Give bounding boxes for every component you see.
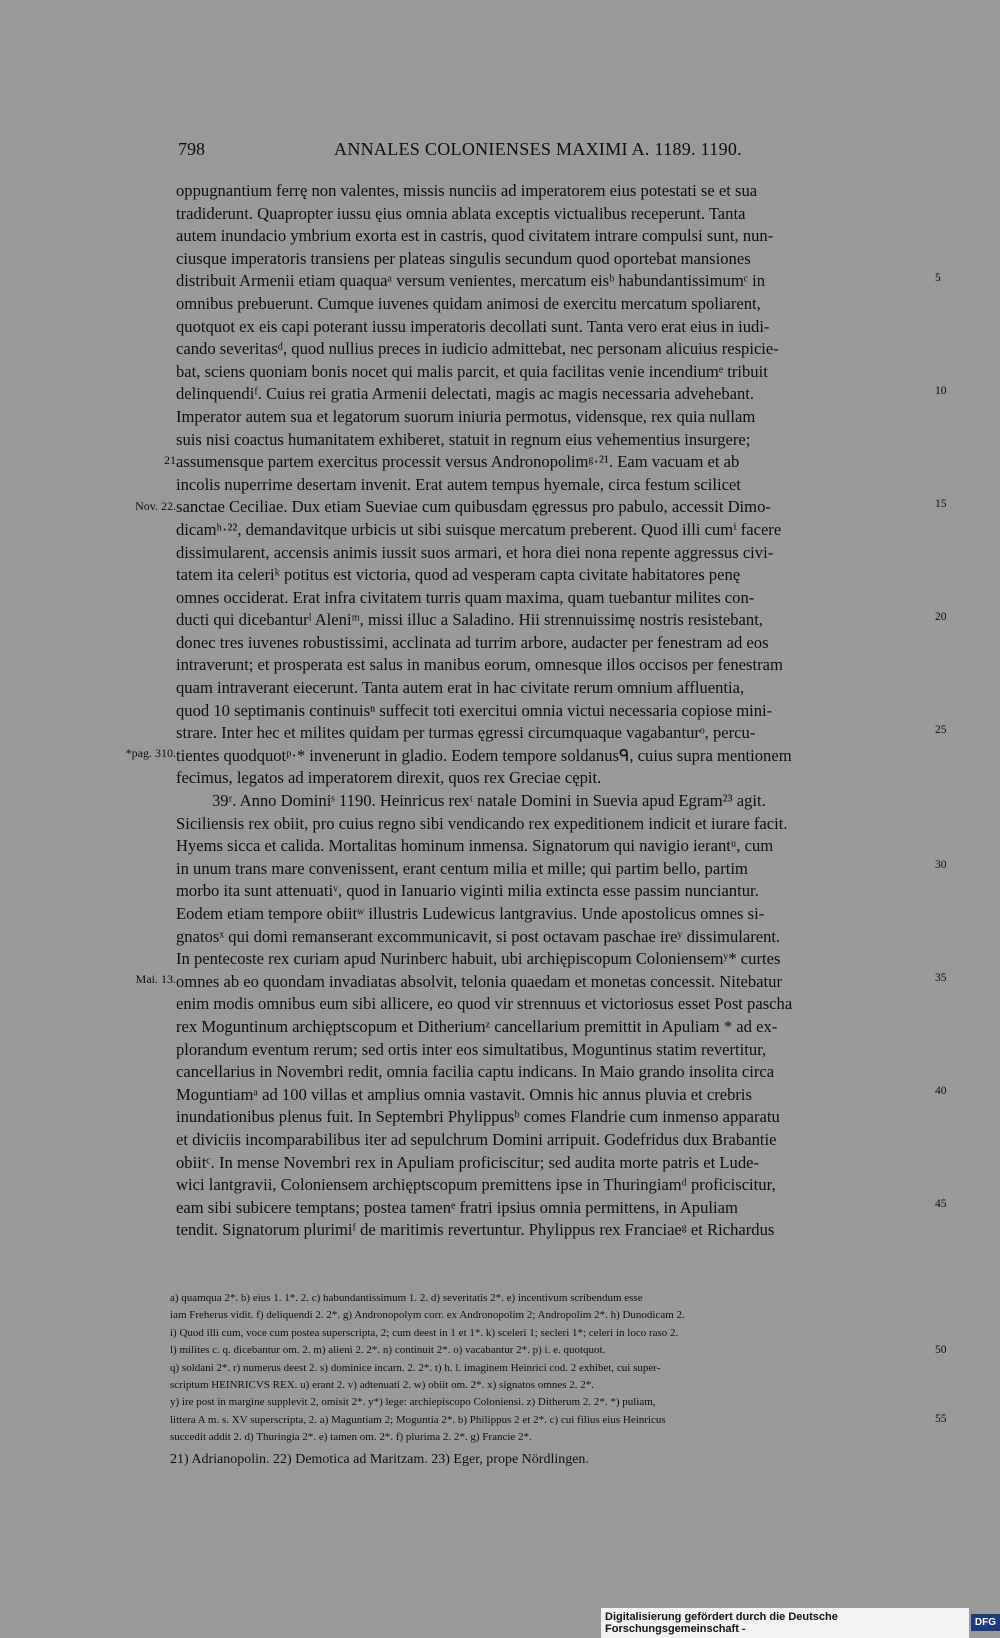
text-line: rex Moguntinum archięptscopum et Ditheriumᶻ cancellarium premittit in Apuliam * ad ex- xyxy=(176,1016,778,1036)
text-line: et diviciis incomparabilibus iter ad sepulchrum Domini arripuit. Godefridus dux Brabantie xyxy=(176,1129,777,1149)
line-number: 20 xyxy=(935,611,947,623)
text-line: strare. Inter hec et milites quidam per turmas ęgressi circumquaque vagabanturᵒ, percu- xyxy=(176,723,756,743)
text-line: eam sibi subicere temptans; postea tamenᵉ fratri ipsius omnia permittens, in Apuliam xyxy=(176,1197,738,1217)
text-line: dicamʰ·²², demandavitque urbicis ut sibi suisque mercatum preberent. Quod illi cumⁱ facere xyxy=(176,519,782,539)
footnotes xyxy=(170,1290,927,1447)
text-line: intraverunt; et prosperata est salus in manibus eorum, omnesque illos occisos per fenestram xyxy=(176,655,783,675)
margin-note: *pag. 310. xyxy=(125,746,176,760)
text-line: tatem ita celeriᵏ potitus est victoria, quod ad vesperam capta civitate habitatores penę xyxy=(176,565,741,585)
main-text xyxy=(176,180,928,1242)
text-line: ciusque imperatoris transiens per plateas singulis secundum quod oportebat mansiones xyxy=(176,248,751,268)
text-line: gnatosˣ qui domi remanserant excommunicavit, si post octavam paschae ireʸ dissimularent. xyxy=(176,926,781,946)
text-line: omnes occiderat. Erat infra civitatem turris quam maxima, quam tuebantur milites con- xyxy=(176,587,755,607)
footnote-line: l) milites c. q. dicebantur om. 2. m) alieni 2. 2*. n) continuit 2*. o) vacabantur 2*. p) i. e. quotquot. xyxy=(170,1344,606,1357)
footnote-line-number: 50 xyxy=(935,1344,947,1356)
line-number: 25 xyxy=(935,724,947,736)
running-header xyxy=(178,139,898,163)
text-line: Imperator autem sua et legatorum suorum iniuria permotus, vidensque, rex quia nullam xyxy=(176,406,756,426)
footnote-line: i) Quod illi cum, voce cum postea superscripta, 2; cum deest in 1 et 1*. k) sceleri 1; secleri 1*; celeri in loco raso 2. xyxy=(170,1326,679,1339)
margin-note: Nov. 22. xyxy=(135,499,176,513)
margin-note: 21 xyxy=(164,453,176,467)
text-line: sanctae Ceciliae. Dux etiam Sueviae cum quibusdam ęgressus pro pabulo, accessit Dimo- xyxy=(176,497,771,517)
text-line: tendit. Signatorum plurimiᶠ de maritimis revertuntur. Phylippus rex Franciaeᵍ et Richardus xyxy=(176,1220,775,1240)
footnote-line: q) soldani 2*. r) numerus deest 2. s) dominice incarn. 2. 2*. t) h. l. imaginem Heinrici cod. 2 exhibet, cui super- xyxy=(170,1361,661,1374)
text-line: inundationibus plenus fuit. In Septembri Phylippusᵇ comes Flandrie cum inmenso apparatu xyxy=(176,1107,780,1127)
text-line: suis nisi coactus humanitatem exhiberet, statuit in regnum eius vehementius insurgere; xyxy=(176,429,751,449)
text-line: Eodem etiam tempore obiitʷ illustris Ludewicus lantgravius. Unde apostolicus omnes si- xyxy=(176,904,765,923)
line-number: 35 xyxy=(935,972,947,984)
text-line: omnibus prebuerunt. Cumque iuvenes quidam animosi de exercitu mercatum spoliarent, xyxy=(176,293,761,313)
text-line: 39ʳ. Anno Dominiˢ 1190. Heinricus rexᵗ natale Domini in Suevia apud Egram²³ agit. xyxy=(212,791,766,811)
footnote-line-number: 55 xyxy=(935,1413,947,1425)
text-line: tradiderunt. Quapropter iussu ęius omnia ablata exceptis victualibus receperunt. Tanta xyxy=(176,203,746,223)
text-line: Siciliensis rex obiit, pro cuius regno sibi vendicando rex expeditionem indicit et iurare facit. xyxy=(176,813,788,833)
text-line: wici lantgravii, Coloniensem archięptscopum premittens ipse in Thuringiamᵈ proficiscitur, xyxy=(176,1175,776,1195)
funding-banner[interactable] xyxy=(601,1612,1000,1633)
dfg-logo: DFG xyxy=(971,1614,1000,1631)
footnote-line: y) ire post in margine supplevit 2, omisit 2*. y*) lege: archiepiscopo Coloniensi. z) Ditherum 2. 2*. *) puliam, xyxy=(170,1396,656,1409)
footnote-line: a) quamqua 2*. b) eius 1. 1*. 2. c) habundantissimum 1. 2. d) severitatis 2*. e) incentivum scribendum esse xyxy=(170,1292,643,1304)
text-line: ducti qui dicebanturˡ Aleniᵐ, missi illuc a Saladino. Hii strennuissimę nostris resistebant, xyxy=(176,610,763,630)
text-line: autem inundacio ymbrium exorta est in castris, quod civitatem intrare compulsi sunt, nun- xyxy=(176,226,774,246)
margin-note: Mai. 13. xyxy=(135,972,176,986)
text-line: morbo ita sunt attenuatiᵛ, quod in Ianuario viginti milia extincta esse passim nunciantur. xyxy=(176,881,759,901)
text-line: omnes ab eo quondam invadiatas absolvit, telonia quaedam et monetas concessit. Nitebatur xyxy=(176,971,782,991)
text-line: obiitᶜ. In mense Novembri rex in Apuliam proficiscitur; sed audita morte patris et Lude- xyxy=(176,1152,760,1172)
text-line: In pentecoste rex curiam apud Nurinberc habuit, ubi archiępiscopum Coloniensemʸ* curtes xyxy=(176,949,781,969)
text-line: tientes quodquotᵖ·* invenerunt in gladio. Eodem tempore soldanusᑫ, cuius supra mentionem xyxy=(176,745,792,765)
commentary-notes: 21) Adrianopolin. 22) Demotica ad Maritzam. 23) Eger, prope Nördlingen. xyxy=(170,1452,589,1467)
text-line: quotquot ex eis capi poterant iussu imperatoris decollati sunt. Tanta vero erat eius in iudi- xyxy=(176,316,770,336)
footnote-line: iam Freherus vidit. f) deliquendi 2. 2*. g) Andronopolym corr. ex Andronopolim 2; Andropolim 2*. h) Dunodicam 2. xyxy=(170,1309,685,1322)
line-number: 15 xyxy=(935,498,947,510)
line-number: 45 xyxy=(935,1198,947,1210)
text-line: cando severitasᵈ, quod nullius preces in iudicio admittebat, nec personam alicuius respicie- xyxy=(176,339,779,359)
funding-text: Digitalisierung gefördert durch die Deutsche Forschungsgemeinschaft - xyxy=(601,1608,969,1638)
text-line: in unum trans mare convenissent, erant centum milia et mille; qui partim bello, partim xyxy=(176,858,748,878)
footnote-line: littera A m. s. XV superscripta, 2. a) Maguntiam 2; Moguntia 2*. b) Philippus 2 et 2*. c) cui filius eius Heinricus xyxy=(170,1413,666,1426)
text-line: donec tres iuvenes robustissimi, acclinata ad turrim arbore, audacter per fenestram ad eos xyxy=(176,632,769,652)
footnote-line: succedit addit 2. d) Thuringia 2*. e) tamen om. 2*. f) plurima 2. 2*. g) Francie 2*. xyxy=(170,1431,532,1444)
line-number: 30 xyxy=(935,859,947,871)
text-line: distribuit Armenii etiam quaquaᵃ versum venientes, mercatum eisᵇ habundantissimumᶜ in xyxy=(176,271,766,291)
footnote-line: scriptum HEINRICVS REX. u) erant 2. v) adtenuati 2. w) obiit om. 2*. x) signatos omnes 2. 2*. xyxy=(170,1378,595,1391)
text-line: enim modis omnibus eum sibi allicere, eo quod vir strennuus et victoriosus esset Post pascha xyxy=(176,994,793,1014)
text-line: cancellarius in Novembri redit, omnia facilia captu indicans. In Maio grando insolita circa xyxy=(176,1062,775,1082)
text-line: quam intraverant eiecerunt. Tanta autem erat in hac civitate rerum omnium affluentia, xyxy=(176,678,745,698)
text-line: bat, sciens quoniam bonis nocet qui malis parcit, et quia facilitas venie incendiumᵉ tribuit xyxy=(176,361,768,381)
text-line: oppugnantium ferrę non valentes, missis nunciis ad imperatorem eius potestati se et sua xyxy=(176,181,758,200)
text-line: dissimularent, accensis animis iussit suos armari, et hora diei nona repente aggressus civi- xyxy=(176,542,774,562)
running-title: ANNALES COLONIENSES MAXIMI A. 1189. 1190. xyxy=(334,139,742,159)
text-line: incolis nuperrime desertam invenit. Erat autem tempus hyemale, circa festum scilicet xyxy=(176,474,741,494)
page-number: 798 xyxy=(178,139,205,159)
text-line: fecimus, legatos ad imperatorem direxit, quos rex Greciae cępit. xyxy=(176,768,602,788)
text-line: Hyems sicca et calida. Mortalitas hominum inmensa. Signatorum qui navigio ierantᵘ, cum xyxy=(176,836,774,856)
text-line: quod 10 septimanis continuisⁿ suffecit toti exercitui omnia victui necessaria copiose mini- xyxy=(176,700,773,720)
text-line: plorandum eventum rerum; sed ortis inter eos simultatibus, Moguntinus statim revertitur, xyxy=(176,1039,767,1059)
line-number: 5 xyxy=(935,272,941,284)
line-number: 40 xyxy=(935,1085,947,1097)
line-number: 10 xyxy=(935,385,947,397)
text-line: assumensque partem exercitus processit versus Andronopolimᵍ·²¹. Eam vacuam et ab xyxy=(176,452,740,472)
text-line: Moguntiamᵃ ad 100 villas et amplius omnia vastavit. Omnis hic annus pluvia et crebris xyxy=(176,1084,753,1104)
text-line: delinquendiᶠ. Cuius rei gratia Armenii delectati, magis ac magis necessaria advehebant. xyxy=(176,384,755,404)
